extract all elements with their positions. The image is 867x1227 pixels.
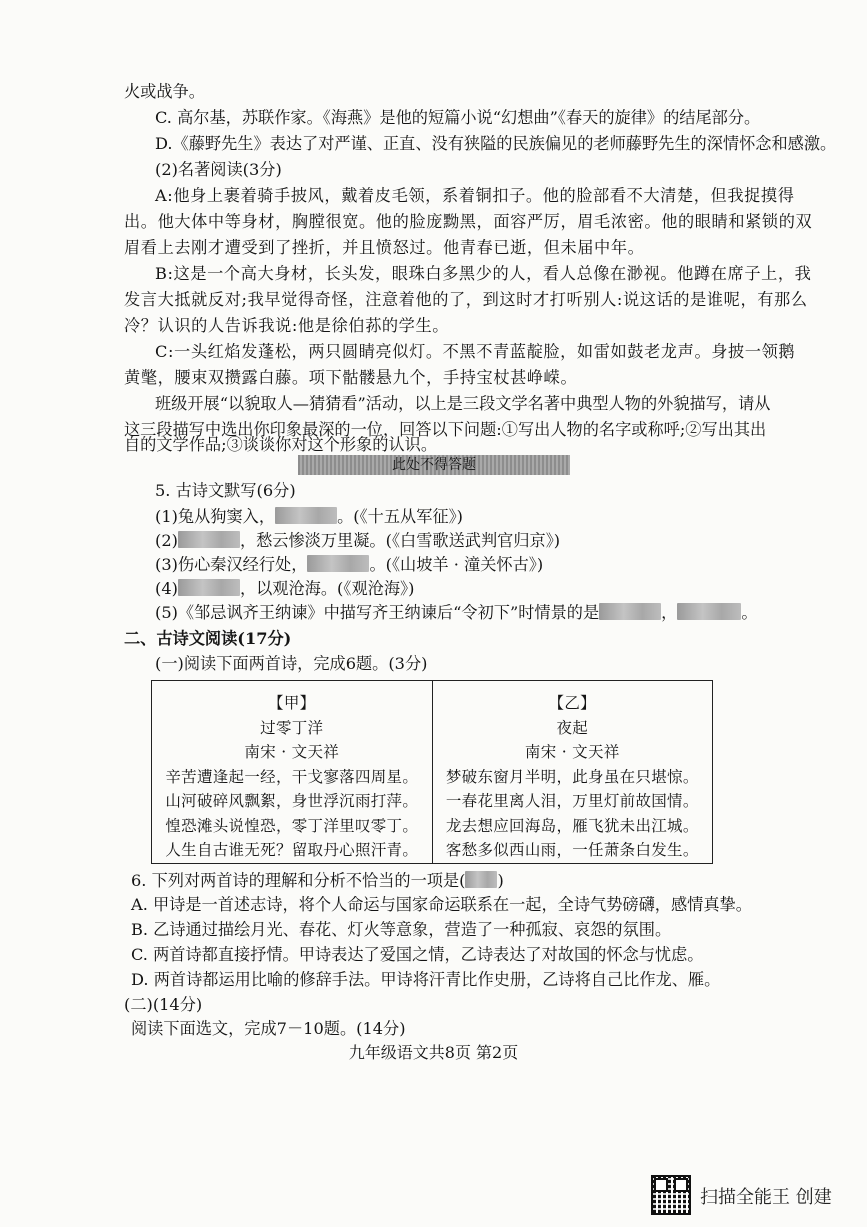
- item-text: 。: [741, 603, 758, 622]
- redacted-answer: [677, 603, 741, 620]
- poem-author: 南宋 · 文天祥: [524, 743, 620, 761]
- section-2-2-heading: (二)(14分): [124, 995, 203, 1014]
- poem-line: 山河破碎风飘絮，身世浮沉雨打萍。: [165, 792, 419, 810]
- item-text: ，以观沧海。(《观沧海》): [239, 579, 415, 598]
- passage-b-line: B:这是一个高大身材，长头发，眼珠白多黑少的人，看人总像在渺视。他蹲在席子上，我: [155, 264, 812, 283]
- redacted-answer: [178, 579, 240, 596]
- item-text: ，: [661, 603, 678, 622]
- question-6-text: ): [497, 871, 504, 890]
- option-a: A. 甲诗是一首述志诗，将个人命运与国家命运联系在一起，全诗气势磅礴，感情真挚。: [131, 895, 752, 914]
- redacted-answer: [599, 603, 661, 620]
- question-6: [131, 869, 504, 893]
- section-2-heading: 二、古诗文阅读(17分): [124, 629, 292, 648]
- option-c: C. 高尔基，苏联作家。《海燕》是他的短篇小说“幻想曲”《春天的旋律》的结尾部分。: [155, 108, 761, 127]
- item-text: (3)伤心秦汉经行处，: [155, 555, 308, 574]
- no-answer-banner: 此处不得答题: [298, 455, 570, 475]
- question-5-title: 5. 古诗文默写(6分): [155, 481, 296, 500]
- item-text: 。(《十五从军征》): [337, 507, 463, 526]
- poem-line: 一春花里离人泪，万里灯前故国情。: [445, 792, 699, 810]
- poem-title: 过零丁洋: [260, 718, 324, 737]
- question-text: 班级开展“以貌取人—猜猜看”活动，以上是三段文学名著中典型人物的外貌描写，请从: [155, 394, 771, 413]
- passage-c-line: 黄氅，腰束双攒露白藤。项下骷髅悬九个，手持宝杖甚峥嵘。: [124, 368, 578, 387]
- passage-b-line: 发言大抵就反对;我早觉得奇怪，注意着他的了，到这时才打听别人:说这话的是谁呢，有那么: [124, 290, 808, 309]
- item-text: 。(《山坡羊 · 潼关怀古》): [369, 555, 544, 574]
- passage-c-line: C:一头红焰发蓬松，两只圆睛亮似灯。不黑不青蓝靛脸，如雷如鼓老龙声。身披一领鹅: [155, 342, 796, 361]
- poem-tag: 【乙】: [548, 694, 596, 712]
- section-2-1-heading: (一)阅读下面两首诗，完成6题。(3分): [155, 654, 428, 673]
- redacted-answer: [307, 555, 369, 572]
- poem-line: 惶恐滩头说惶恐，零丁洋里叹零丁。: [165, 816, 419, 835]
- passage-a-line: A:他身上裹着骑手披风，戴着皮毛领，系着铜扣子。他的脸部看不大清楚，但我捉摸得: [155, 186, 795, 205]
- reading-instruction: 阅读下面选文，完成7－10题。(14分): [131, 1019, 406, 1038]
- question-5-item: [155, 601, 758, 625]
- question-5-item: [155, 553, 543, 577]
- question-5-item: [155, 505, 463, 529]
- poem-line: 人生自古谁无死？留取丹心照汗青。: [165, 841, 419, 859]
- poem-line: 辛苦遭逢起一经，干戈寥落四周星。: [165, 767, 419, 786]
- poem-yi: [432, 681, 713, 863]
- question-6-text: 6. 下列对两首诗的理解和分析不恰当的一项是(: [131, 871, 466, 890]
- poem-tag: 【甲】: [268, 694, 316, 712]
- redacted-answer: [275, 507, 337, 524]
- text-line: 火或战争。: [124, 82, 205, 101]
- poem-title: 夜起: [556, 718, 589, 737]
- passage-a-line: 眉看上去刚才遭受到了挫折，并且愤怒过。他青春已逝，但未届中年。: [124, 238, 645, 257]
- poem-line: 客愁多似西山雨，一任萧条白发生。: [445, 841, 699, 859]
- redacted-answer: [465, 871, 497, 888]
- item-text: (5)《邹忌讽齐王纳谏》中描写齐王纳谏后“令初下”时情景的是: [155, 603, 600, 622]
- poem-line: 梦破东窗月半明，此身虽在只堪惊。: [445, 767, 699, 786]
- passage-a-line: 出。他大体中等身材，胸膛很宽。他的脸庞黝黑，面容严厉，眉毛浓密。他的眼睛和紧锁的双: [124, 212, 813, 231]
- question-text: 自的文学作品;③谈谈你对这个形象的认识。: [124, 435, 438, 454]
- scanner-watermark: 扫描全能王 创建: [700, 1187, 832, 1208]
- poem-line: 龙去想应回海岛，雁飞犹未出江城。: [445, 816, 699, 835]
- option-b: B. 乙诗通过描绘月光、春花、灯火等意象，营造了一种孤寂、哀怨的氛围。: [131, 920, 672, 939]
- item-text: (4): [155, 579, 178, 598]
- poem-jia: [152, 681, 432, 863]
- item-text: (1)兔从狗窦入，: [155, 507, 276, 526]
- question-text: 这三段描写中选出你印象最深的一位，回答以下问题:①写出人物的名字或称呼;②写出其出: [124, 420, 767, 439]
- page-footer: 九年级语文共8页 第2页: [348, 1043, 519, 1062]
- item-text: ，愁云惨淡万里凝。(《白雪歌送武判官归京》): [239, 531, 561, 550]
- qr-code-icon: [651, 1175, 691, 1215]
- option-c: C. 两首诗都直接抒情。甲诗表达了爱国之情，乙诗表达了对故国的怀念与忧虑。: [131, 945, 704, 964]
- question-5-item: [155, 529, 560, 553]
- item-text: (2): [155, 531, 178, 550]
- redacted-answer: [178, 531, 240, 548]
- passage-b-line: 冷？认识的人告诉我说:他是徐伯荪的学生。: [124, 316, 450, 335]
- option-d: D. 两首诗都运用比喻的修辞手法。甲诗将汗青比作史册，乙诗将自己比作龙、雁。: [131, 970, 721, 989]
- option-d: D.《藤野先生》表达了对严谨、正直、没有狭隘的民族偏见的老师藤野先生的深情怀念和感激。: [155, 134, 837, 153]
- section-heading: (2)名著阅读(3分): [155, 160, 282, 179]
- question-5-item: [155, 577, 414, 601]
- poem-author: 南宋 · 文天祥: [244, 743, 340, 761]
- poem-table: [151, 680, 713, 864]
